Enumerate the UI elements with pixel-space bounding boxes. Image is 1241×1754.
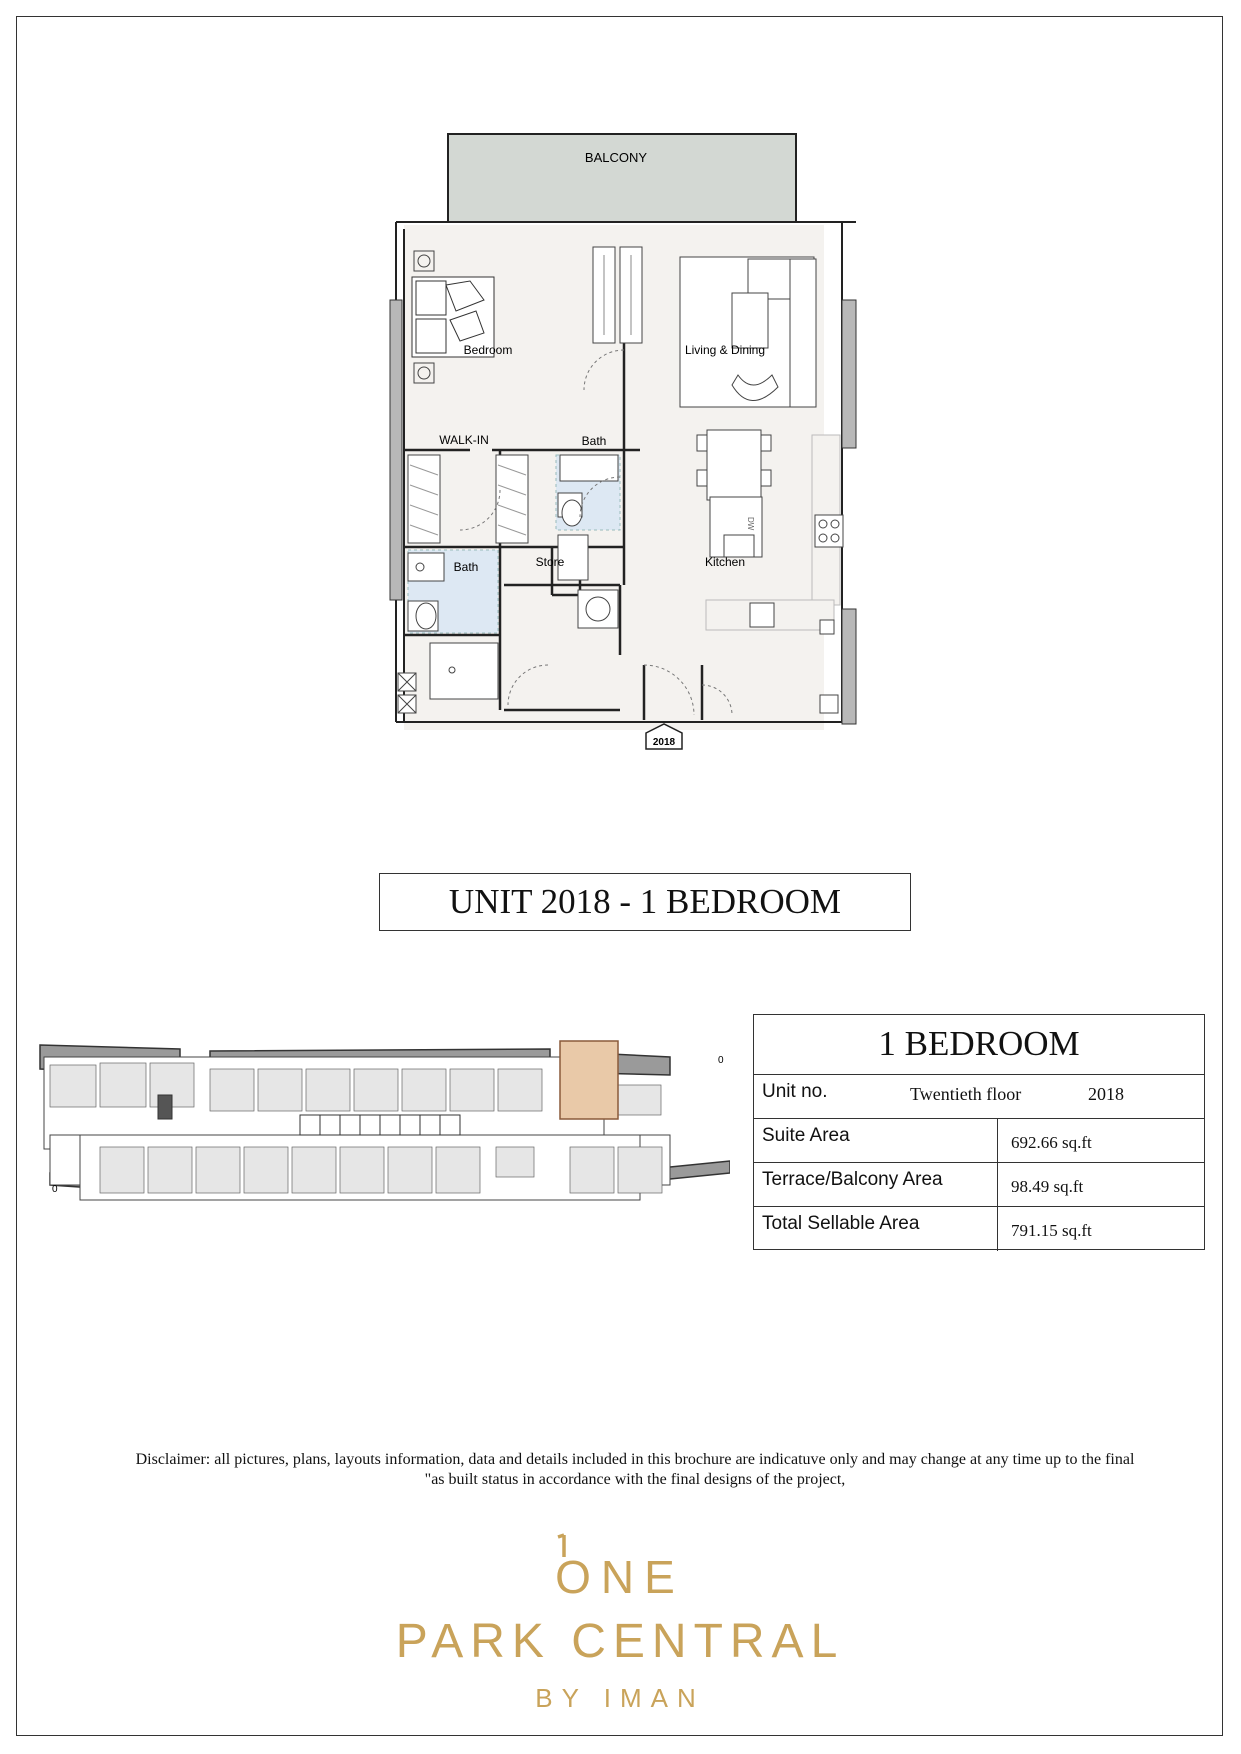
suite-area-label: Suite Area: [762, 1125, 850, 1146]
unit-number: 2018: [1088, 1084, 1124, 1104]
key-plan-marker-right: 0: [718, 1055, 724, 1066]
one-park-central-logo: [350, 1525, 890, 1715]
key-plan: [30, 1035, 730, 1225]
info-row-suite: [754, 1119, 1204, 1163]
terrace-area-value: 98.49 sq.ft: [1011, 1177, 1084, 1196]
suite-area-value: 692.66 sq.ft: [1011, 1133, 1092, 1152]
room-label-living: Living & Dining: [684, 343, 766, 357]
info-heading: 1 BEDROOM: [754, 1015, 1204, 1075]
balcony-area: [448, 134, 796, 222]
floor-plan: [380, 125, 860, 765]
disclaimer-line-2: "as built status in accordance with the final designs of the project,: [424, 1471, 846, 1488]
info-row-terrace: [754, 1163, 1204, 1207]
room-label-bath-1: Bath: [581, 434, 607, 448]
info-row-total: [754, 1207, 1204, 1251]
logo-line-park-central: PARK CENTRAL: [395, 1615, 845, 1668]
info-row-unit: [754, 1075, 1204, 1119]
highlighted-unit-marker: [560, 1041, 618, 1119]
entry-tag-label: 2018: [652, 737, 676, 748]
unit-label: Unit no.: [762, 1081, 828, 1102]
logo-line-one: ONE: [555, 1551, 685, 1603]
total-area-label: Total Sellable Area: [762, 1213, 920, 1234]
unit-info-table: [753, 1014, 1205, 1250]
unit-title: UNIT 2018 - 1 BEDROOM: [379, 873, 911, 931]
total-area-value: 791.15 sq.ft: [1011, 1221, 1092, 1240]
disclaimer: [60, 1450, 1210, 1490]
key-plan-marker-left: 0: [52, 1184, 58, 1195]
logo-line-by-iman: BY IMAN: [535, 1683, 705, 1713]
room-label-bedroom: Bedroom: [463, 343, 513, 357]
balcony-label: BALCONY: [584, 150, 648, 165]
disclaimer-line-1: Disclaimer: all pictures, plans, layouts information, data and details included in this brochure are indicatuve only and may change at any time up to the final: [135, 1451, 1135, 1468]
dining-table-icon: [697, 430, 771, 500]
unit-floor: Twentieth floor: [910, 1084, 1022, 1104]
terrace-area-label: Terrace/Balcony Area: [762, 1169, 943, 1190]
room-label-store: Store: [535, 555, 565, 569]
room-label-bath-2: Bath: [453, 560, 479, 574]
room-label-kitchen: Kitchen: [704, 555, 746, 569]
sofa-icon: [680, 257, 816, 407]
room-label-walkin: WALK-IN: [439, 433, 489, 447]
dishwasher-label: DW: [746, 517, 755, 531]
